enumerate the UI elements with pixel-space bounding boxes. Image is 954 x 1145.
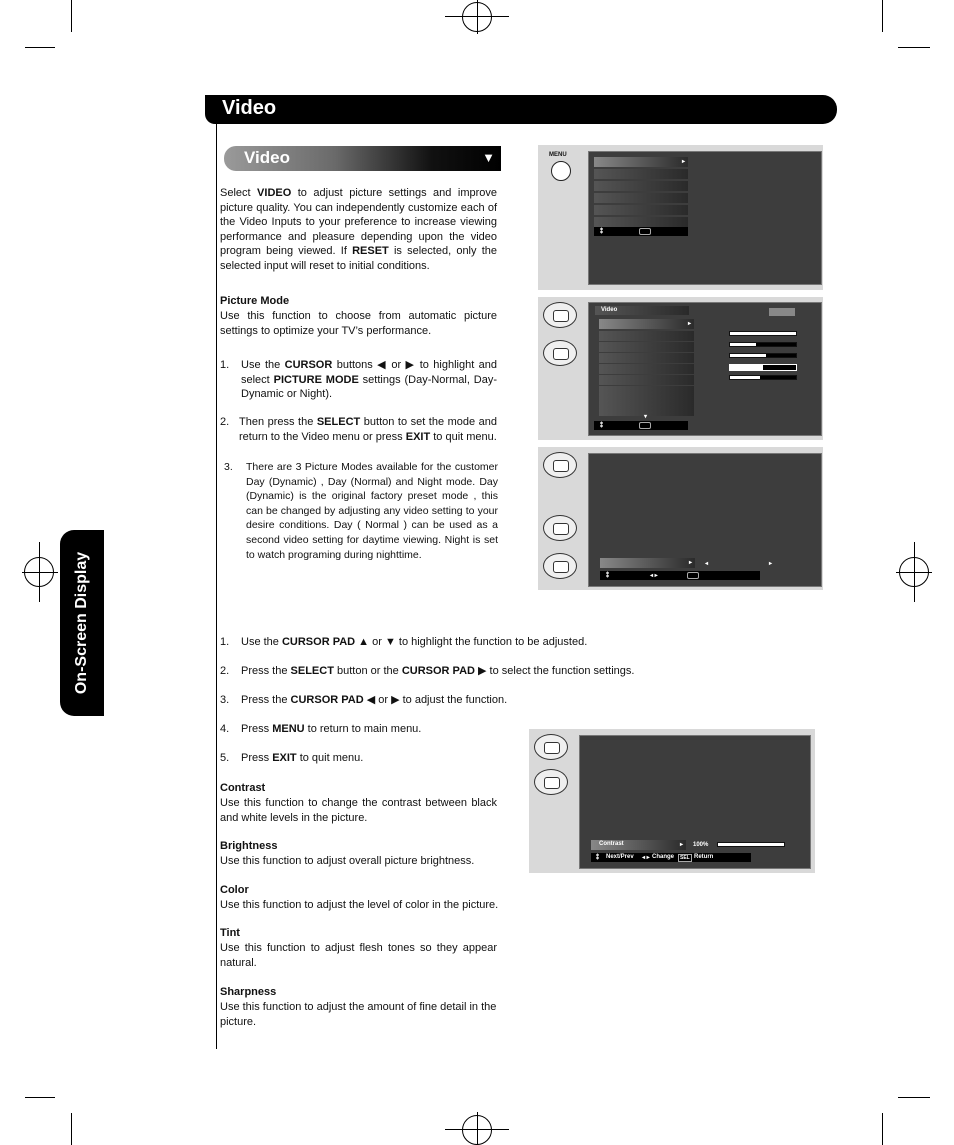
step-number: 2.: [220, 665, 230, 677]
step-number: 4.: [220, 723, 230, 735]
crop-mark: [898, 47, 930, 48]
cursor-pad[interactable]: [534, 769, 568, 795]
tv-screen: [588, 453, 822, 587]
step-bold: EXIT: [405, 430, 431, 443]
crop-mark: [882, 1113, 883, 1145]
registration-mark: [477, 1112, 478, 1145]
contrast-label: Contrast: [599, 841, 624, 847]
arrow-right-icon[interactable]: ▸: [769, 561, 773, 567]
registration-mark: [914, 542, 915, 602]
step-bold: SELECT: [316, 416, 361, 428]
step-text: Press: [241, 723, 273, 735]
brightness-heading: Brightness: [220, 840, 278, 852]
crop-mark: [898, 1097, 930, 1098]
color-desc: Use this function to adjust the level of color in the picture.: [220, 899, 499, 911]
step-text: button or the: [333, 665, 402, 677]
margin-rule: [216, 124, 217, 1049]
menu-item[interactable]: [599, 386, 694, 416]
left-right-icon: ◂ ▸: [650, 573, 658, 579]
level-slider[interactable]: [729, 342, 797, 347]
contrast-slider[interactable]: [717, 842, 785, 847]
menu-item[interactable]: [594, 181, 688, 191]
osd-panel-main-menu: [538, 145, 823, 290]
video-menu-title-text: Video: [601, 307, 618, 313]
intro-paragraph: [220, 186, 497, 274]
cursor-pad[interactable]: [543, 302, 577, 328]
step-text: There are 3 Picture Modes available for the customer Day (Dynamic) , Day (Normal) and Night mode. Day (Dynamic) is the original factory preset mode , this can be changed by adjusting any video setting to your desire conditions. Day ( Normal ) can be used as a second video setting for daytime viewing. Night is set to watch programing during nighttime.: [246, 461, 498, 561]
arrows-icon: ⁑: [606, 573, 609, 579]
menu-item[interactable]: ▸: [594, 157, 688, 167]
menu-item[interactable]: [599, 364, 694, 374]
step-number: 1.: [220, 636, 230, 648]
side-tab: [60, 530, 104, 716]
step-bold: EXIT: [272, 752, 297, 764]
crop-mark: [71, 1113, 72, 1145]
step-text: to return to main menu.: [304, 723, 422, 735]
step-text: settings (Day-Normal, Day-Dynamic or Night).: [241, 373, 497, 401]
step-text: to quit menu.: [430, 430, 497, 443]
menu-nav-bar: [600, 571, 760, 580]
menu-item[interactable]: [599, 342, 694, 352]
brightness-desc: Use this function to adjust overall picture brightness.: [220, 855, 475, 867]
step-bold: CURSOR PAD: [290, 694, 364, 706]
page-title: Video: [222, 97, 277, 119]
step-bold: CURSOR: [284, 359, 333, 371]
chevron-right-icon: ▸: [679, 842, 683, 848]
video-menu-title: [595, 306, 689, 315]
step-text: Use the: [241, 636, 282, 648]
color-heading: Color: [220, 884, 249, 896]
scroll-down-icon: ▾: [644, 414, 648, 420]
cursor-pad[interactable]: [534, 734, 568, 760]
crop-mark: [71, 0, 72, 32]
menu-nav-bar: [594, 421, 688, 430]
sharpness-desc: Use this function to adjust the amount of fine detail in the picture.: [220, 1001, 497, 1028]
step-bold: CURSOR PAD: [401, 665, 475, 677]
registration-mark: [22, 572, 58, 573]
step-number: 3.: [224, 461, 233, 473]
side-tab-label: On-Screen Display: [73, 551, 90, 695]
step-text: Press the: [241, 665, 291, 677]
menu-nav-bar: [594, 227, 688, 236]
menu-item[interactable]: [594, 205, 688, 215]
footer-nav-label: Next/Prev: [606, 854, 634, 860]
step-text: ▶ to select the function settings.: [474, 665, 635, 677]
status-box: [769, 308, 795, 316]
intro-bold: VIDEO: [257, 187, 292, 199]
step-text: Use the: [241, 359, 285, 371]
general-step: [220, 635, 720, 664]
menu-item[interactable]: [594, 169, 688, 179]
level-slider[interactable]: [729, 364, 797, 371]
intro-text: Select: [220, 187, 258, 199]
select-key-icon: [687, 572, 699, 579]
general-step: [220, 693, 720, 722]
up-down-icon: ⁑: [596, 855, 599, 861]
registration-mark: [39, 542, 40, 602]
step-text: buttons ◀ or ▶ to highlight and select: [241, 359, 497, 386]
registration-mark: [477, 0, 478, 34]
menu-item[interactable]: [599, 375, 694, 385]
step-text: ▲ or ▼ to highlight the function to be adjusted.: [355, 636, 588, 648]
contrast-item[interactable]: [591, 840, 686, 850]
contrast-value: 100%: [693, 842, 709, 848]
menu-item[interactable]: [599, 331, 694, 341]
picture-mode-item[interactable]: ▸: [600, 558, 695, 568]
step-text: ◀ or ▶ to adjust the function.: [363, 694, 508, 706]
step-bold: CURSOR PAD: [281, 636, 356, 648]
step-text: Press: [241, 752, 273, 764]
picture-mode-step: [220, 415, 497, 444]
osd-panel-picture-mode: [538, 447, 823, 590]
tv-screen: [588, 151, 822, 285]
arrows-icon: ⁑: [600, 229, 603, 235]
menu-item[interactable]: [594, 193, 688, 203]
crop-mark: [25, 1097, 55, 1098]
intro-text: is selected, only the selected input will reset to initial conditions.: [220, 245, 497, 272]
tint-heading: Tint: [220, 927, 240, 939]
menu-button[interactable]: [551, 161, 571, 181]
triangle-down-icon: ▼: [482, 150, 495, 165]
step-bold: SELECT: [290, 665, 334, 677]
select-key-icon: [639, 422, 651, 429]
level-slider[interactable]: [729, 353, 797, 358]
cursor-pad[interactable]: [543, 553, 577, 579]
cursor-pad[interactable]: [543, 340, 577, 366]
section-title: Video: [244, 148, 290, 167]
step-text: to quit menu.: [296, 752, 364, 764]
picture-mode-heading: Picture Mode: [220, 295, 290, 307]
crop-mark: [882, 0, 883, 32]
general-step: [220, 664, 720, 693]
osd-panel-video-menu: [538, 297, 823, 440]
crop-mark: [25, 47, 55, 48]
menu-item[interactable]: ▸: [599, 319, 694, 329]
cursor-pad[interactable]: [543, 452, 577, 478]
level-slider[interactable]: [729, 331, 797, 336]
picture-mode-step: [220, 358, 497, 402]
sharpness-heading: Sharpness: [220, 986, 277, 998]
arrow-left-icon[interactable]: ◂: [705, 561, 709, 567]
step-bold: MENU: [272, 723, 305, 735]
footer-return-label: Return: [694, 854, 714, 860]
menu-item[interactable]: [599, 353, 694, 363]
tv-screen: [588, 302, 822, 436]
tv-screen: [579, 735, 811, 869]
footer-change-label: Change: [652, 854, 675, 860]
select-key-icon: SEL: [680, 855, 690, 861]
picture-mode-desc: Use this function to choose from automatic picture settings to optimize your TV’s performance.: [220, 310, 497, 337]
step-number: 5.: [220, 752, 230, 764]
left-right-icon: ◂ ▸: [642, 855, 650, 861]
step-number: 1.: [220, 359, 230, 371]
section-title-bar: [224, 146, 501, 171]
page-title-bar: [205, 95, 837, 124]
step-text: Then press the: [239, 416, 317, 428]
select-key-icon: [639, 228, 651, 235]
menu-item[interactable]: [594, 217, 688, 227]
tint-desc: Use this function to adjust flesh tones so they appear natural.: [220, 942, 497, 969]
arrows-icon: ⁑: [600, 423, 603, 429]
intro-bold: RESET: [352, 245, 389, 258]
contrast-desc: Use this function to change the contrast between black and white levels in the picture.: [220, 797, 497, 824]
menu-button-label: MENU: [549, 152, 567, 158]
osd-panel-contrast: [529, 729, 815, 873]
osd-footer: [591, 853, 751, 862]
step-number: 2.: [220, 416, 230, 428]
picture-mode-step: [224, 460, 498, 562]
step-number: 3.: [220, 694, 230, 706]
step-text: button to set the mode and return to the Video menu or press: [239, 416, 497, 443]
step-text: Press the: [241, 694, 291, 706]
cursor-pad[interactable]: [543, 515, 577, 541]
level-slider[interactable]: [729, 375, 797, 380]
contrast-heading: Contrast: [220, 782, 266, 794]
step-bold: PICTURE MODE: [273, 373, 359, 386]
intro-text: to adjust picture settings and improve picture quality. You can independently customize each of the Video Inputs to your preference to increase viewing performance and pleasure depending upon the video program being viewed. If: [220, 187, 497, 258]
